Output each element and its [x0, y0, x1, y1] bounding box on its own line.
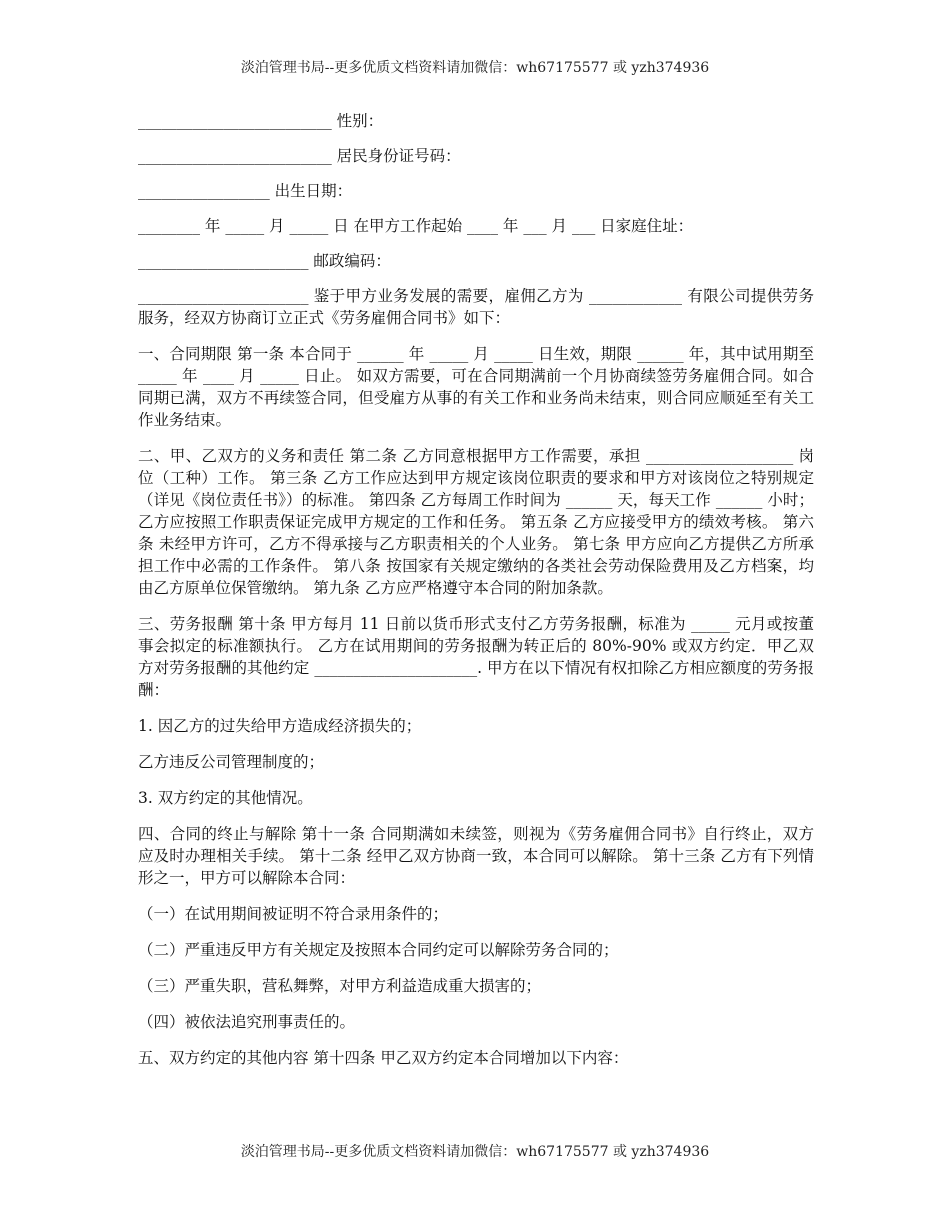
list-item: 3. 双方约定的其他情况。 [138, 789, 313, 807]
page-header: 淡泊管理书局--更多优质文档资料请加微信：wh67175577 或 yzh374936 [240, 60, 710, 76]
paragraph-preamble: ______________________ 鉴于甲方业务发展的需要，雇佣乙方为 ____________ 有限公司提供劳务服务，经双方协商订立正式《劳务雇佣合同书》如下： [138, 287, 814, 327]
section-termination: 四、合同的终止与解除 第十一条 合同期满如未续签，则视为《劳务雇佣合同书》自行终止，双方应及时办理相关手续。 第十二条 经甲乙双方协商一致，本合同可以解除。 第十三条 乙方有下列情形之一，甲方可以解除本合同： [138, 825, 814, 887]
page-footer: 淡泊管理书局--更多优质文档资料请加微信：wh67175577 或 yzh374936 [240, 1144, 710, 1160]
list-item: （二）严重违反甲方有关规定及按照本合同约定可以解除劳务合同的； [138, 941, 619, 959]
list-item: （四）被依法追究刑事责任的。 [138, 1013, 356, 1031]
list-item: 乙方违反公司管理制度的； [138, 753, 325, 771]
document-body [138, 110, 814, 1083]
field-birth-date: _________________ 出生日期： [138, 182, 353, 200]
section-remuneration: 三、劳务报酬 第十条 甲方每月 11 日前以货币形式支付乙方劳务报酬，标准为 _____ 元月或按董事会拟定的标准额执行。 乙方在试用期间的劳务报酬为转正后的 80%-90% 或双方约定．甲乙双方对劳务报酬的其他约定 _____________________. 甲方在以下情况有权扣除乙方相应额度的劳务报酬： [138, 615, 814, 699]
list-item: 1. 因乙方的过失给甲方造成经济损失的； [138, 717, 422, 735]
field-start-date-address: ________ 年 _____ 月 _____ 日 在甲方工作起始 ____ 年 ___ 月 ___ 日家庭住址： [138, 217, 694, 235]
section-obligations: 二、甲、乙双方的义务和责任 第二条 乙方同意根据甲方工作需要，承担 ___________________ 岗位（工种）工作。 第三条 乙方工作应达到甲方规定该岗位职责的要求和甲方对该岗位之特别规定（详见《岗位责任书》）的标准。 第四条 乙方每周工作时间为 ______ 天，每天工作 ______ 小时；乙方应按照工作职责保证完成甲方规定的工作和任务。 第五条 乙方应接受甲方的绩效考核。 第六条 未经甲方许可，乙方不得承接与乙方职责相关的个人业务。 第七条 甲方应向乙方提供乙方所承担工作中必需的工作条件。 第八条 按国家有关规定缴纳的各类社会劳动保险费用及乙方档案，均由乙方原单位保管缴纳。 第九条 乙方应严格遵守本合同的附加条款。 [138, 447, 814, 597]
list-item: （三）严重失职，营私舞弊，对甲方利益造成重大损害的； [138, 977, 542, 995]
field-id-number: _________________________ 居民身份证号码： [138, 147, 461, 165]
list-item: （一）在试用期间被证明不符合录用条件的； [138, 905, 449, 923]
section-other-terms: 五、双方约定的其他内容 第十四条 甲乙双方约定本合同增加以下内容： [138, 1049, 629, 1067]
field-postal-code: ______________________ 邮政编码： [138, 252, 391, 270]
section-contract-term: 一、合同期限 第一条 本合同于 ______ 年 _____ 月 _____ 日生效，期限 ______ 年，其中试用期至 _____ 年 ____ 月 _____ 日止。 如双方需要，可在合同期满前一个月协商续签劳务雇佣合同。如合同期已满，双方不再续签合同，但受雇方从事的有关工作和业务尚未结束，则合同应顺延至有关工作业务结束。 [138, 345, 814, 429]
field-gender: _________________________ 性别： [138, 112, 384, 130]
